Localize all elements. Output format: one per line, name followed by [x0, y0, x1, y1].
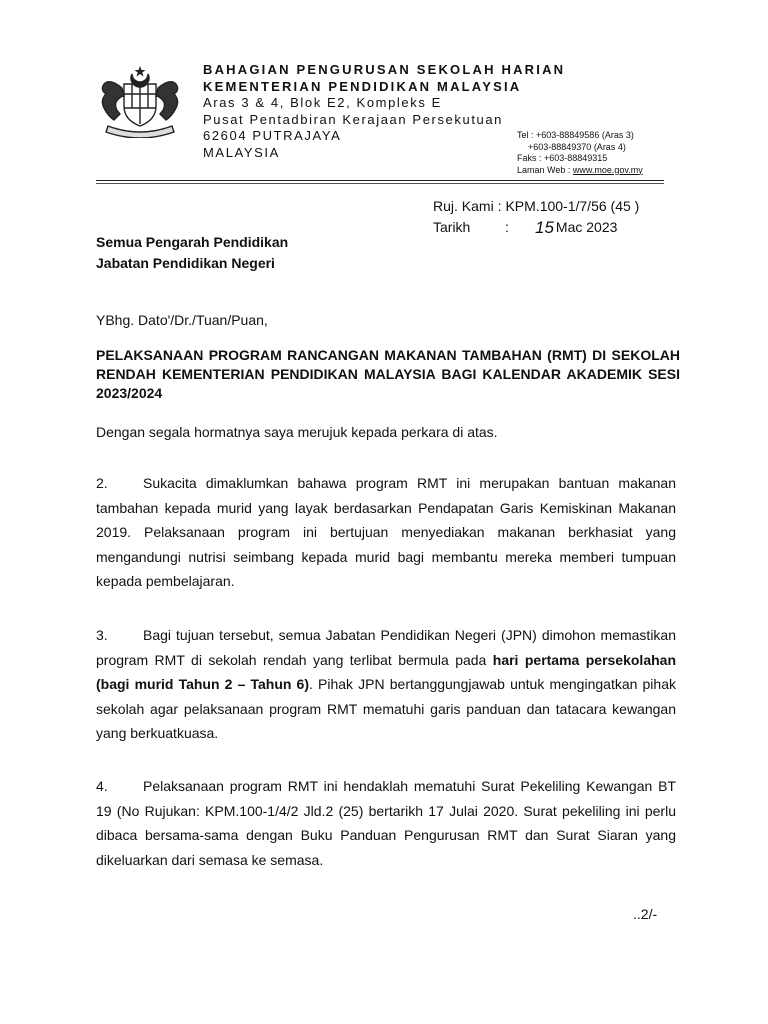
recipient-line-2: Jabatan Pendidikan Negeri — [96, 255, 275, 271]
paragraph-number: 4. — [96, 778, 108, 794]
website-link[interactable]: www.moe.gov.my — [572, 164, 643, 175]
date-day-handwritten: 15 — [535, 218, 554, 237]
paragraph-text: Sukacita dimaklumkan bahawa program RMT ini merupakan bantuan makanan tambahan kepada murid yang layak berdasarkan Pendapatan Garis Kemiskinan Makanan 2019. Pelaksanaan program ini bertujuan menyediakan makanan berkhasiat yang mengandungi nutrisi seimbang kepada murid bagi membantu mereka memberi tumpuan kepada pembelajaran. — [96, 475, 676, 589]
telephone-2: +603-88849370 (Aras 4) — [528, 141, 626, 152]
page-continuation: ..2/- — [633, 906, 658, 922]
address-line-3: 62604 PUTRAJAYA — [203, 128, 342, 143]
coat-of-arms-icon — [92, 64, 188, 138]
ministry-name: KEMENTERIAN PENDIDIKAN MALAYSIA — [203, 78, 522, 94]
telephone-1: Tel : +603-88849586 (Aras 3) — [517, 130, 634, 140]
paragraph-text: Bagi tujuan tersebut, semua Jabatan Pendidikan Negeri (JPN) dimohon memastikan program RMT di sekolah rendah yang terlibat bermula pada — [96, 627, 676, 668]
header-divider-secondary — [96, 183, 664, 184]
reference-number: KPM.100-1/7/56 (45 ) — [505, 198, 640, 214]
date-label: Tarikh — [433, 219, 471, 235]
division-name: BAHAGIAN PENGURUSAN SEKOLAH HARIAN — [203, 62, 566, 77]
date-month-year: Mac 2023 — [555, 219, 618, 235]
header-divider — [96, 180, 664, 181]
fax-number: Faks : +603-88849315 — [517, 153, 608, 163]
website-label: Laman Web : — [517, 164, 571, 175]
recipient-block — [96, 232, 288, 274]
letter-subject: PELAKSANAAN PROGRAM RANCANGAN MAKANAN TAMBAHAN (RMT) DI SEKOLAH RENDAH KEMENTERIAN PENDIDIKAN MALAYSIA BAGI KALENDAR AKADEMIK SESI 2023/2024 — [96, 347, 680, 401]
paragraph-4 — [96, 774, 676, 872]
address-line-4: MALAYSIA — [203, 144, 280, 160]
recipient-line-1: Semua Pengarah Pendidikan — [96, 234, 289, 250]
contact-info — [517, 130, 643, 176]
salutation: YBhg. Dato'/Dr./Tuan/Puan, — [96, 312, 268, 328]
intro-paragraph: Dengan segala hormatnya saya merujuk kepada perkara di atas. — [96, 424, 498, 440]
paragraph-text: Pelaksanaan program RMT ini hendaklah mematuhi Surat Pekeliling Kewangan BT 19 (No Rujukan: KPM.100-1/4/2 Jld.2 (25) bertarikh 17 Julai 2020. Surat pekeliling ini perlu dibaca bersama-sama dengan Buku Panduan Pengurusan RMT dan Surat Siaran yang dikeluarkan dari semasa ke semasa. — [96, 778, 676, 868]
website-row — [517, 165, 643, 177]
reference-block — [433, 196, 639, 238]
paragraph-emphasis: hari pertama persekolahan (bagi murid Tahun 2 – Tahun 6) — [96, 651, 676, 692]
date-colon: : — [505, 219, 509, 235]
address-line-1: Aras 3 & 4, Blok E2, Kompleks E — [203, 95, 442, 110]
address-line-2: Pusat Pentadbiran Kerajaan Persekutuan — [203, 111, 504, 127]
paragraph-2 — [96, 471, 676, 594]
letterhead — [203, 62, 565, 161]
paragraph-number: 3. — [96, 627, 108, 643]
paragraph-text-continued: . Pihak JPN bertanggungjawab untuk mengingatkan pihak sekolah agar pelaksanaan program RMT mematuhi garis panduan dan tatacara kewangan yang berkuatkuasa. — [96, 676, 676, 741]
reference-label: Ruj. Kami : — [433, 198, 502, 214]
paragraph-number: 2. — [96, 475, 108, 491]
paragraph-3 — [96, 623, 676, 746]
